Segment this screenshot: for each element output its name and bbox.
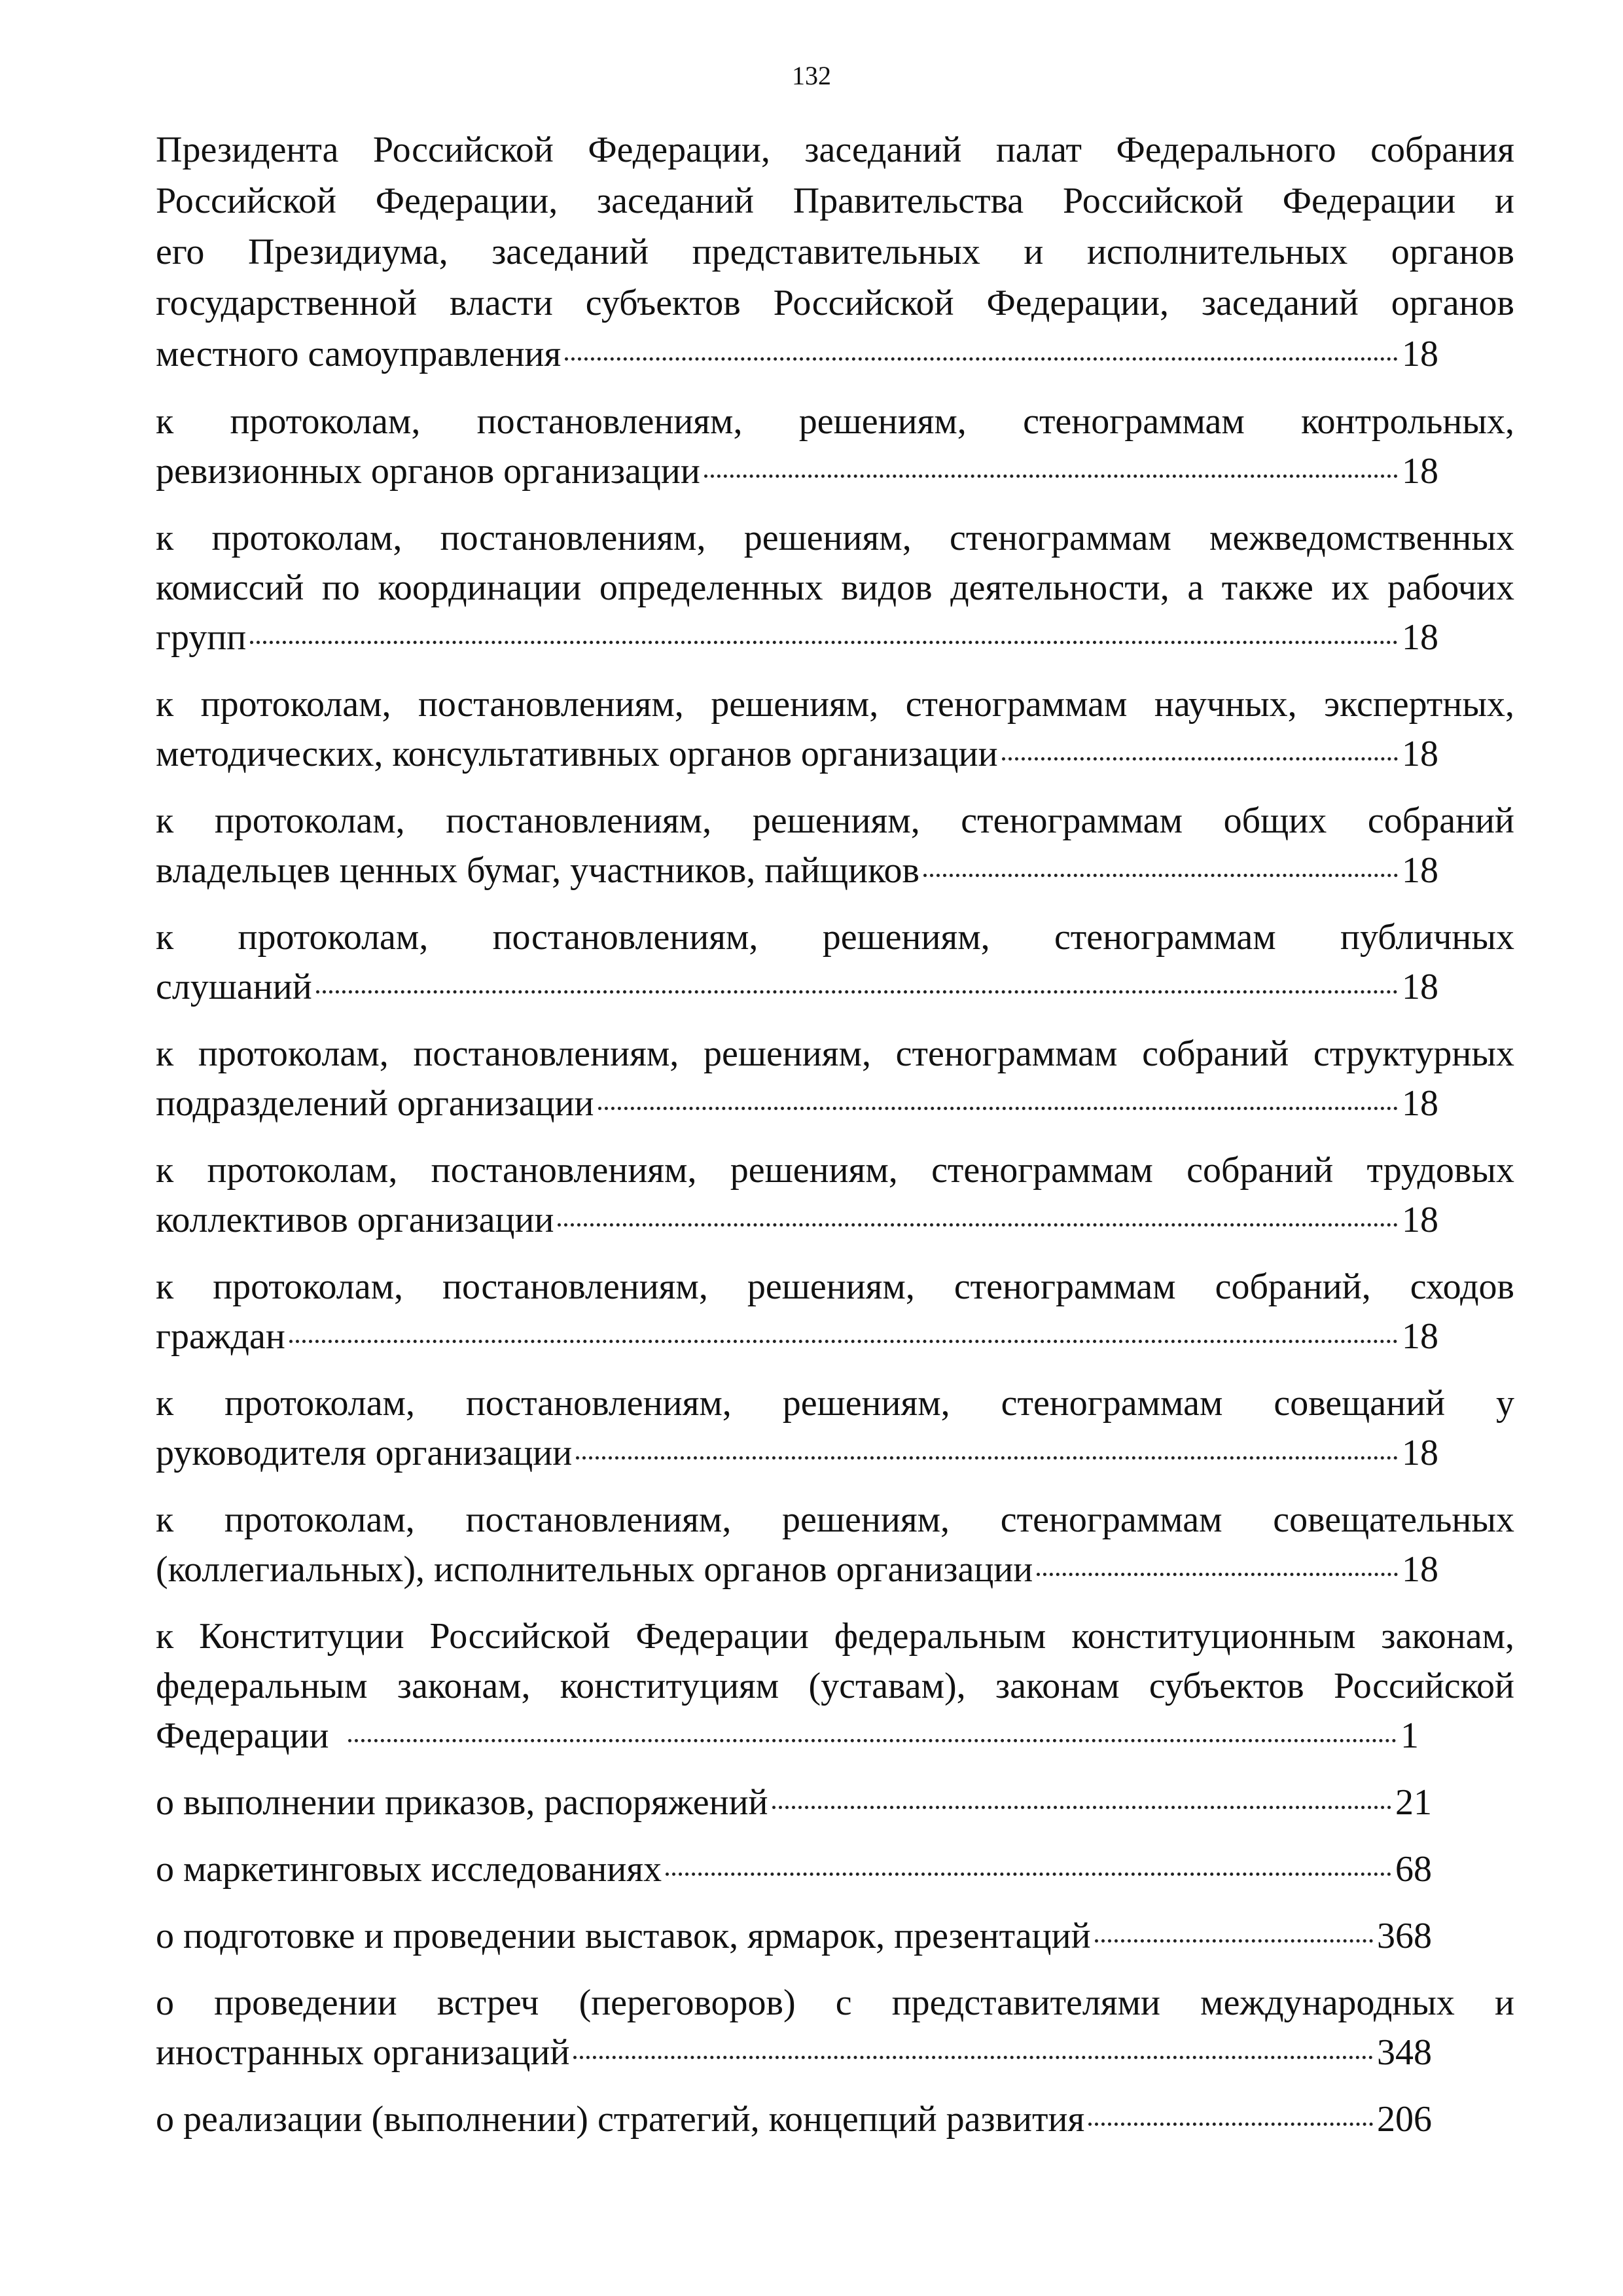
entry-line: к Конституции Российской Федерации федеральным конституционным законам, — [156, 1616, 1514, 1657]
entry-line: Российской Федерации, заседаний Правительства Российской Федерации и — [156, 181, 1514, 221]
dot-leader — [1088, 2123, 1373, 2126]
entry-leader-line — [156, 962, 1438, 1012]
index-entry — [156, 124, 1514, 380]
entry-last-line: местного самоуправления — [156, 334, 562, 374]
entry-last-line: о подготовке и проведении выставок, ярмарок, презентаций — [156, 1916, 1091, 1956]
entry-leader-line — [156, 1711, 1419, 1761]
index-entry — [156, 1495, 1514, 1594]
dot-leader — [558, 1223, 1398, 1227]
entry-line: государственной власти субъектов Российской Федерации, заседаний органов — [156, 283, 1514, 323]
entry-leader-line — [156, 1911, 1432, 1961]
index-entry — [156, 1911, 1514, 1961]
page-number: 132 — [792, 61, 831, 90]
entry-page-ref: 368 — [1377, 1916, 1432, 1956]
entry-last-line: групп — [156, 617, 247, 658]
index-entry — [156, 1611, 1514, 1761]
entry-page-ref: 21 — [1395, 1782, 1432, 1823]
index-entry — [156, 679, 1514, 779]
entry-page-ref: 206 — [1377, 2099, 1432, 2140]
entry-line: о проведении встреч (переговоров) с представителями международных и — [156, 1982, 1514, 2023]
entry-page-ref: 348 — [1377, 2032, 1432, 2073]
entry-line: к протоколам, постановлениям, решениям, стенограммам научных, экспертных, — [156, 684, 1514, 725]
entry-leader-line — [156, 1428, 1438, 1478]
dot-leader — [704, 475, 1398, 478]
entry-leader-line — [156, 1312, 1438, 1361]
entry-leader-line — [156, 613, 1438, 662]
entry-line: к протоколам, постановлениям, решениям, стенограммам межведомственных — [156, 518, 1514, 558]
index-entry — [156, 796, 1514, 895]
entry-last-line: подразделений организации — [156, 1083, 594, 1124]
index-entry — [156, 1844, 1514, 1894]
entry-line: к протоколам, постановлениям, решениям, стенограммам совещаний у — [156, 1383, 1514, 1424]
entry-line: к протоколам, постановлениям, решениям, стенограммам совещательных — [156, 1499, 1514, 1540]
entry-last-line: руководителя организации — [156, 1433, 573, 1473]
entry-page-ref: 18 — [1402, 451, 1438, 492]
entry-leader-line — [156, 1079, 1438, 1128]
entry-page-ref: 18 — [1402, 334, 1438, 374]
dot-leader — [565, 357, 1398, 361]
entry-leader-line — [156, 1195, 1438, 1245]
entry-page-ref: 68 — [1395, 1849, 1432, 1890]
entry-last-line: иностранных организаций — [156, 2032, 570, 2073]
dot-leader — [1002, 757, 1398, 761]
entry-line: Президента Российской Федерации, заседаний палат Федерального собрания — [156, 130, 1514, 170]
entry-page-ref: 1 — [1400, 1715, 1419, 1756]
dot-leader — [923, 874, 1398, 877]
entry-last-line: коллективов организации — [156, 1200, 554, 1240]
entry-page-ref: 18 — [1402, 1549, 1438, 1590]
entry-last-line: о маркетинговых исследованиях — [156, 1849, 662, 1890]
index-entry — [156, 1978, 1514, 2077]
dot-leader — [573, 2056, 1373, 2059]
entry-line: к протоколам, постановлениям, решениям, стенограммам публичных — [156, 917, 1514, 958]
entry-leader-line — [156, 1545, 1438, 1594]
entry-last-line: Федерации — [156, 1715, 329, 1756]
entry-page-ref: 18 — [1402, 967, 1438, 1007]
index-entry — [156, 1378, 1514, 1478]
index-entry — [156, 912, 1514, 1012]
entry-leader-line — [156, 446, 1438, 496]
entry-leader-line — [156, 2028, 1432, 2077]
dot-leader — [250, 641, 1398, 644]
entry-last-line: о выполнении приказов, распоряжений — [156, 1782, 768, 1823]
dot-leader — [576, 1456, 1398, 1460]
entry-last-line: ревизионных органов организации — [156, 451, 700, 492]
subject-index — [156, 124, 1514, 2144]
entry-leader-line — [156, 1844, 1432, 1894]
entry-line: федеральным законам, конституциям (уставам), законам субъектов Российской — [156, 1666, 1514, 1706]
entry-leader-line — [156, 846, 1438, 895]
entry-page-ref: 18 — [1402, 1083, 1438, 1124]
entry-line: к протоколам, постановлениям, решениям, стенограммам собраний трудовых — [156, 1150, 1514, 1191]
index-entry — [156, 513, 1514, 662]
entry-last-line: методических, консультативных органов организации — [156, 734, 998, 774]
entry-last-line: слушаний — [156, 967, 312, 1007]
entry-last-line: граждан — [156, 1316, 285, 1357]
entry-leader-line — [156, 1778, 1432, 1827]
entry-last-line: о реализации (выполнении) стратегий, концепций развития — [156, 2099, 1085, 2140]
entry-page-ref: 18 — [1402, 1316, 1438, 1357]
index-entry — [156, 1029, 1514, 1128]
index-entry — [156, 397, 1514, 496]
dot-leader — [348, 1739, 1397, 1742]
entry-leader-line — [156, 2094, 1432, 2144]
dot-leader — [289, 1340, 1398, 1343]
index-entry — [156, 1262, 1514, 1361]
dot-leader — [598, 1107, 1398, 1110]
index-entry — [156, 1778, 1514, 1827]
entry-page-ref: 18 — [1402, 617, 1438, 658]
entry-line: комиссий по координации определенных видов деятельности, а также их рабочих — [156, 567, 1514, 608]
dot-leader — [316, 990, 1398, 994]
index-entry — [156, 2094, 1514, 2144]
entry-line: к протоколам, постановлениям, решениям, стенограммам собраний, сходов — [156, 1266, 1514, 1307]
entry-line: к протоколам, постановлениям, решениям, стенограммам контрольных, — [156, 401, 1514, 442]
entry-page-ref: 18 — [1402, 1200, 1438, 1240]
entry-last-line: владельцев ценных бумаг, участников, пайщиков — [156, 850, 919, 891]
index-entry — [156, 1145, 1514, 1245]
entry-line: к протоколам, постановлениям, решениям, стенограммам общих собраний — [156, 800, 1514, 841]
dot-leader — [666, 1873, 1391, 1876]
entry-page-ref: 18 — [1402, 850, 1438, 891]
entry-page-ref: 18 — [1402, 1433, 1438, 1473]
dot-leader — [1095, 1939, 1373, 1943]
dot-leader — [1037, 1573, 1398, 1576]
entry-page-ref: 18 — [1402, 734, 1438, 774]
entry-line: его Президиума, заседаний представительных и исполнительных органов — [156, 232, 1514, 272]
entry-last-line: (коллегиальных), исполнительных органов организации — [156, 1549, 1033, 1590]
dot-leader — [772, 1806, 1391, 1809]
entry-leader-line — [156, 729, 1438, 779]
entry-line: к протоколам, постановлениям, решениям, стенограммам собраний структурных — [156, 1033, 1514, 1074]
entry-leader-line — [156, 329, 1438, 380]
